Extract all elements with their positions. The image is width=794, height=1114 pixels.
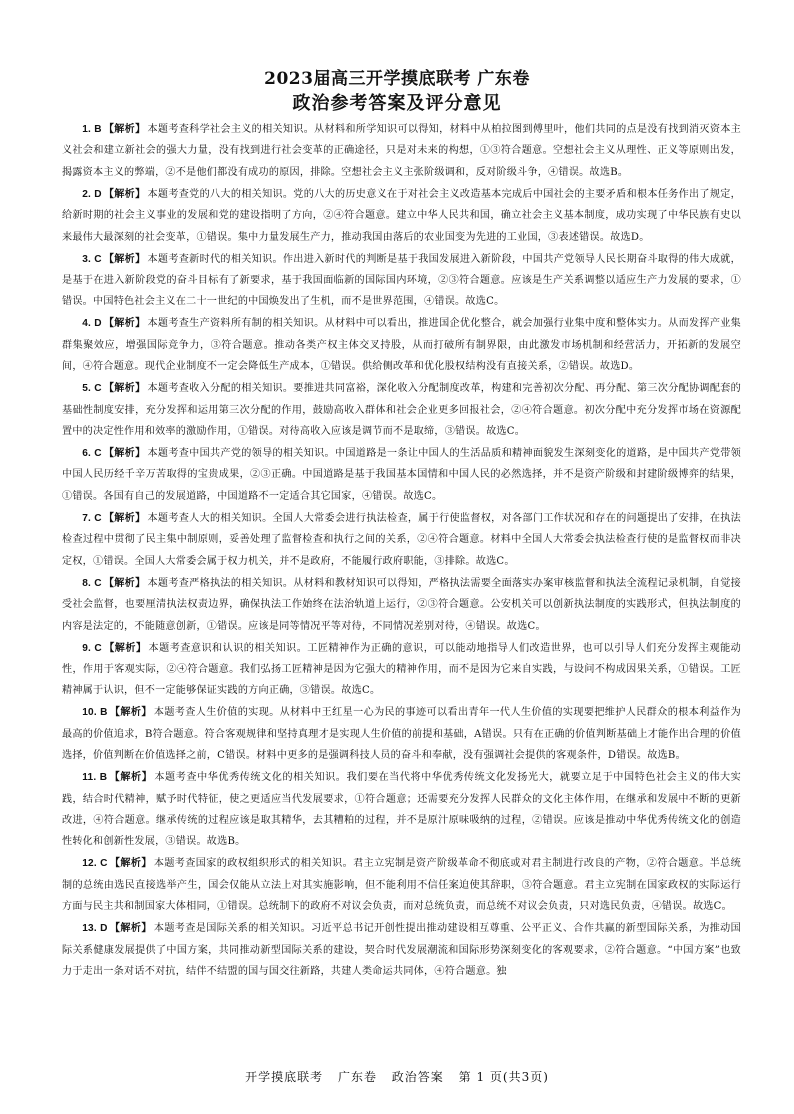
question-answer-key: 12. C <box>82 858 108 870</box>
analysis-tag: 【解析】 <box>109 923 152 935</box>
analysis-text: 本题考查意识和认识的相关知识。工匠精神作为正确的意识，可以能动地指导人们改造世界，也可以引导人们充分发挥主观能动性，作用于客观实际，②④符合题意。我们弘扬工匠精神是因为它强大的精神作用，而不是因为它来自实践，与设问不构成因果关系，①错误。工匠精神属于认识，但不一定能够保证实践的方向正确，③错误。故选C。 <box>62 642 742 697</box>
footer-region: 广东卷 <box>337 1070 377 1084</box>
footer-page-number: 第 1 页(共3页) <box>458 1070 549 1084</box>
analysis-text: 本题考查党的八大的相关知识。党的八大的历史意义在于对社会主义改造基本完成后中国社会的主要矛盾和根本任务作出了规定，给新时期的社会主义事业的发展和党的建设指明了方向，②④符合题意。建立中华人民共和国，确立社会主义基本制度，成功实现了中华民族有史以来最伟大最深刻的社会变革，①错误。集中力量发展生产力，推动我国由落后的农业国变为先进的工业国，③表述错误。故选D。 <box>62 188 742 243</box>
answer-item <box>62 767 741 853</box>
analysis-tag: 【解析】 <box>103 512 146 524</box>
answer-item <box>62 249 741 313</box>
page-footer <box>0 1068 794 1085</box>
analysis-text: 本题考查科学社会主义的相关知识。从材料和所学知识可以得知，材料中从柏拉图到傅里叶，他们共同的点是没有找到消灭资本主义社会和建立新社会的强大力量，没有找到进行社会变革的正确途径，只是对未来的构想，①③符合题意。空想社会主义从理性、正义等原则出发，揭露资本主义的弊端，②不是他们都没有成功的原因，排除。空想社会主义主张阶级调和，反对阶级斗争，④错误。故选B。 <box>62 124 742 178</box>
analysis-text: 本题考查国家的政权组织形式的相关知识。君主立宪制是资产阶级革命不彻底或对君主制进行改良的产物，②符合题意。半总统制的总统由选民直接选举产生，国会仅能从立法上对其实施影响，但不能利用不信任案迫使其辞职，③符合题意。君主立宪制在国家政权的实际运行方面与民主共和制国家大体相同，①错误。总统制下的政府不对议会负责，而对总统负责，而总统不对议会负责，只对选民负责，④错误。故选C。 <box>62 858 742 913</box>
analysis-text: 本题考查人大的相关知识。全国人大常委会进行执法检查，属于行使监督权，对各部门工作状况和存在的问题提出了安排，在执法检查过程中贯彻了民主集中制原则，妥善处理了监督检查和执行之间的关系，②④符合题意。材料中全国人大常委会执法检查行使的是监督权而非决定权，①错误。全国人大常委会属于权力机关，并不是政府，不能履行政府职能，③排除。故选C。 <box>62 512 742 567</box>
question-answer-key: 8. C <box>82 577 102 589</box>
analysis-tag: 【解析】 <box>109 772 153 784</box>
analysis-tag: 【解析】 <box>109 707 152 719</box>
analysis-text: 本题考查人生价值的实现。从材料中王红星一心为民的事迹可以看出青年一代人生价值的实现要把维护人民群众的根本利益作为最高的价值追求，B符合题意。符合客观规律和坚持真理才是实现人生价值的前提和基础，A错误。只有在正确的价值判断基础上才能作出合理的价值选择，价值判断在价值选择之前，C错误。材料中更多的是强调科技人员的奋斗和奉献，没有强调社会提供的客观条件，D错误。故选B。 <box>62 707 742 762</box>
analysis-text: 本题考查是国际关系的相关知识。习近平总书记开创性提出推动建设相互尊重、公平正义、合作共赢的新型国际关系，为推动国际关系健康发展提供了中国方案，共同推动新型国际关系的建设，契合时代发展潮流和国际形势深刻变化的客观要求，②符合题意。“中国方案”也致力于走出一条对话不对抗，结伴不结盟的国与国交往新路，共建人类命运共同体，④符合题意。独 <box>62 923 742 977</box>
footer-subject: 政治答案 <box>391 1070 444 1084</box>
question-answer-key: 11. B <box>82 772 108 784</box>
question-answer-key: 6. C <box>82 448 102 460</box>
analysis-tag: 【解析】 <box>103 188 146 200</box>
footer-exam-name: 开学摸底联考 <box>245 1070 324 1084</box>
question-answer-key: 9. C <box>82 642 102 654</box>
question-answer-key: 10. B <box>82 707 108 719</box>
answer-item <box>62 638 741 702</box>
analysis-tag: 【解析】 <box>103 383 146 395</box>
answer-item <box>62 184 741 248</box>
analysis-tag: 【解析】 <box>109 858 152 870</box>
question-answer-key: 7. C <box>82 512 102 524</box>
analysis-text: 本题考查收入分配的相关知识。要推进共同富裕，深化收入分配制度改革，构建和完善初次分配、再分配、第三次分配协调配套的基础性制度安排，充分发挥和运用第三次分配的作用，鼓励高收入群体和社会企业更多回报社会，②④符合题意。初次分配中充分发挥市场在资源配置中的决定性作用和效率的激励作用，①错误。对待高收入应该是调节而不是取缔，③错误。故选C。 <box>62 383 742 438</box>
answer-item <box>62 508 741 572</box>
answer-item <box>62 702 741 766</box>
answer-list <box>62 119 741 983</box>
analysis-tag: 【解析】 <box>103 577 146 589</box>
question-answer-key: 5. C <box>82 383 102 395</box>
question-answer-key: 3. C <box>82 253 102 265</box>
answer-item <box>62 443 741 507</box>
analysis-text: 本题考查严格执法的相关知识。从材料和教材知识可以得知，严格执法需要全面落实办案审核监督和执法全流程记录机制，自觉接受社会监督，也要厘清执法权责边界，确保执法工作始终在法治轨道上运行，②③符合题意。公安机关可以创新执法制度的实践形式，但执法制度的内容是法定的，不能随意创新，①错误。应该是同等情况平等对待，不同情况差别对待，④错误。故选C。 <box>62 577 742 632</box>
answer-item <box>62 853 741 917</box>
analysis-tag: 【解析】 <box>103 642 147 654</box>
analysis-tag: 【解析】 <box>103 253 146 265</box>
question-answer-key: 1. B <box>82 124 102 135</box>
answer-item <box>62 918 741 982</box>
analysis-tag: 【解析】 <box>103 318 146 330</box>
analysis-text: 本题考查新时代的相关知识。作出进入新时代的判断是基于我国发展进入新阶段，中国共产党领导人民长期奋斗取得的伟大成就，是基于在进入新阶段党的奋斗目标有了新要求，基于我国面临新的国际国内环境，②③符合题意。应该是生产关系调整以适应生产力发展的要求，①错误。中国特色社会主义在二十一世纪的中国焕发出了生机，而不是世界范围，④错误。故选C。 <box>62 253 742 308</box>
question-answer-key: 2. D <box>82 188 102 200</box>
answer-item <box>62 119 741 183</box>
exam-title: 2023届高三开学摸底联考 广东卷 <box>264 69 530 89</box>
document-subtitle: 政治参考答案及评分意见 <box>292 93 502 114</box>
analysis-text: 本题考查生产资料所有制的相关知识。从材料中可以看出，推进国企优化整合，就会加强行业集中度和整体实力。从而发挥产业集群集聚效应，增强国际竞争力，③符合题意。推动各类产权主体交叉持股，从而打破所有制界限，由此激发市场机制和经营活力，开拓新的发展空间，④符合题意。现代企业制度不一定会降低生产成本，①错误。供给侧改革和优化股权结构没有直接关系，②错误。故选D。 <box>62 318 742 373</box>
analysis-text: 本题考查中国共产党的领导的相关知识。中国道路是一条让中国人的生活品质和精神面貌发生深刻变化的道路，是中国共产党带领中国人民历经千辛万苦取得的宝贵成果，②③正确。中国道路是基于我国基本国情和中国人民的必然选择，并不是资产阶级和封建阶级博弈的结果，①错误。各国有自己的发展道路，中国道路不一定适合其它国家，④错误。故选C。 <box>62 448 742 502</box>
analysis-text: 本题考查中华优秀传统文化的相关知识。我们要在当代将中华优秀传统文化发扬光大，就要立足于中国特色社会主义的伟大实践，结合时代精神，赋予时代特征，使之更适应当代发展要求，①符合题意；还需要充分发挥人民群众的文化主体作用，在继承和发展中不断的更新改进，④符合题意。继承传统的过程应该是取其精华，去其糟粕的过程，并不是原汁原味吸纳的过程，②错误。应该是推动中华优秀传统文化的创造性转化和创新性发展，③错误。故选B。 <box>62 772 742 848</box>
answer-item <box>62 378 741 442</box>
analysis-tag: 【解析】 <box>103 124 146 135</box>
question-answer-key: 13. D <box>82 923 108 935</box>
analysis-tag: 【解析】 <box>103 448 146 460</box>
answer-item <box>62 573 741 637</box>
question-answer-key: 4. D <box>82 318 102 330</box>
answer-item <box>62 313 741 377</box>
